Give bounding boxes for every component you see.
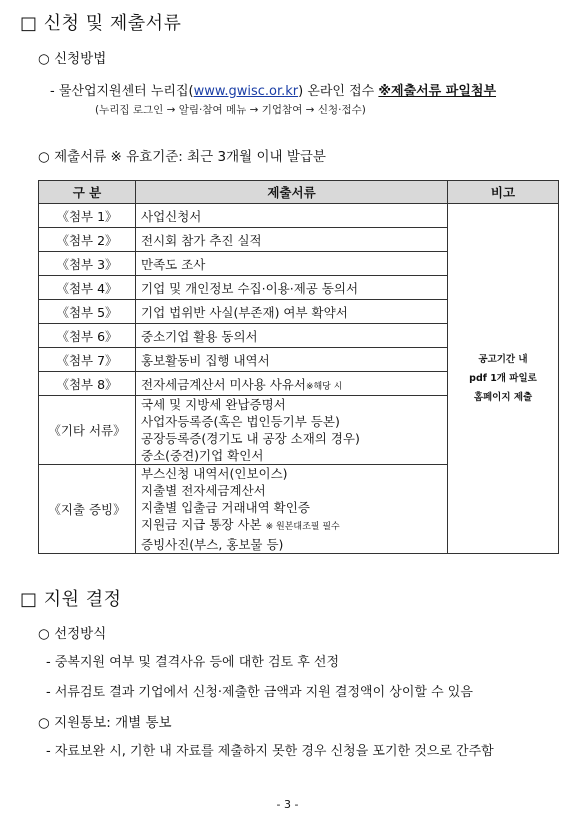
account-note: ※ 원본대조필 필수 xyxy=(265,522,340,532)
remark-line: 홈페이지 제출 xyxy=(473,392,533,403)
list-item: 부스신청 내역서(인보이스) xyxy=(141,466,288,481)
list-item-text: 지원금 지급 통장 사본 xyxy=(141,517,262,532)
header-remark: 비고 xyxy=(448,181,559,204)
application-method-heading: ○ 신청방법 xyxy=(38,51,107,67)
list-item: 지출별 입출금 거래내역 확인증 xyxy=(141,500,310,515)
section-title-decision: □ 지원 결정 xyxy=(20,589,122,610)
row-category: 《첨부 1》 xyxy=(39,204,136,228)
row-document: 만족도 조사 xyxy=(136,252,448,276)
row-document: 사업신청서 xyxy=(136,204,448,228)
notice-heading: ○ 지원통보: 개별 통보 xyxy=(38,715,172,731)
row-document-note: ※해당 시 xyxy=(305,381,343,392)
submission-docs-table xyxy=(38,180,559,554)
row-category: 《첨부 6》 xyxy=(39,324,136,348)
row-category: 《지출 증빙》 xyxy=(39,465,136,554)
selection-line: - 서류검토 결과 기업에서 신청·제출한 금액과 지원 결정액이 상이할 수 있음 xyxy=(46,685,473,700)
header-documents: 제출서류 xyxy=(136,181,448,204)
website-link[interactable]: www.gwisc.or.kr xyxy=(193,84,299,99)
row-document: 전시회 참가 추진 실적 xyxy=(136,228,448,252)
table-row xyxy=(39,204,559,228)
method-prefix: - 물산업지원센터 누리집( xyxy=(50,84,194,99)
submission-docs-heading: ○ 제출서류 ※ 유효기준: 최근 3개월 이내 발급분 xyxy=(38,149,326,165)
row-document: 기업 법위반 사실(부존재) 여부 확약서 xyxy=(136,300,448,324)
method-middle: ) 온라인 접수 xyxy=(298,84,379,99)
row-category: 《첨부 5》 xyxy=(39,300,136,324)
remark-line: 공고기간 내 xyxy=(478,354,528,365)
remark-cell xyxy=(448,204,559,554)
application-method-line xyxy=(50,80,496,99)
row-document: 기업 및 개인정보 수집·이용·제공 동의서 xyxy=(136,276,448,300)
row-document: 홍보활동비 집행 내역서 xyxy=(136,348,448,372)
row-category: 《첨부 8》 xyxy=(39,372,136,396)
table-header-row xyxy=(39,181,559,204)
list-item: 공장등록증(경기도 내 공장 소재의 경우) xyxy=(141,431,360,446)
row-document-list xyxy=(136,396,448,465)
notice-line: - 자료보완 시, 기한 내 자료를 제출하지 못한 경우 신청을 포기한 것으로 간주함 xyxy=(46,744,494,759)
row-category: 《첨부 7》 xyxy=(39,348,136,372)
page-number: - 3 - xyxy=(276,798,299,811)
row-document: 중소기업 활용 동의서 xyxy=(136,324,448,348)
remark-line: pdf 1개 파일로 xyxy=(469,373,537,384)
row-document-text: 전자세금계산서 미사용 사유서 xyxy=(141,376,306,392)
section-title-application: □ 신청 및 제출서류 xyxy=(20,13,182,34)
row-document xyxy=(136,372,448,396)
application-method-steps: (누리집 로그인 → 알림·참여 메뉴 → 기업참여 → 신청·접수) xyxy=(95,104,366,116)
list-item xyxy=(141,516,442,536)
list-item: 사업자등록증(혹은 법인등기부 등본) xyxy=(141,414,340,429)
list-item: 지출별 전자세금계산서 xyxy=(141,483,266,498)
row-category: 《첨부 4》 xyxy=(39,276,136,300)
row-category: 《첨부 3》 xyxy=(39,252,136,276)
selection-method-heading: ○ 선정방식 xyxy=(38,626,107,642)
selection-line: - 중복지원 여부 및 결격사유 등에 대한 검토 후 선정 xyxy=(46,655,340,670)
row-category: 《기타 서류》 xyxy=(39,396,136,465)
header-category: 구 분 xyxy=(39,181,136,204)
list-item: 중소(중견)기업 확인서 xyxy=(141,448,264,463)
list-item: 국세 및 지방세 완납증명서 xyxy=(141,397,286,412)
attachment-emphasis: ※제출서류 파일첨부 xyxy=(378,84,497,99)
list-item: 증빙사진(부스, 홍보물 등) xyxy=(141,537,284,552)
row-category: 《첨부 2》 xyxy=(39,228,136,252)
row-document-list xyxy=(136,465,448,554)
